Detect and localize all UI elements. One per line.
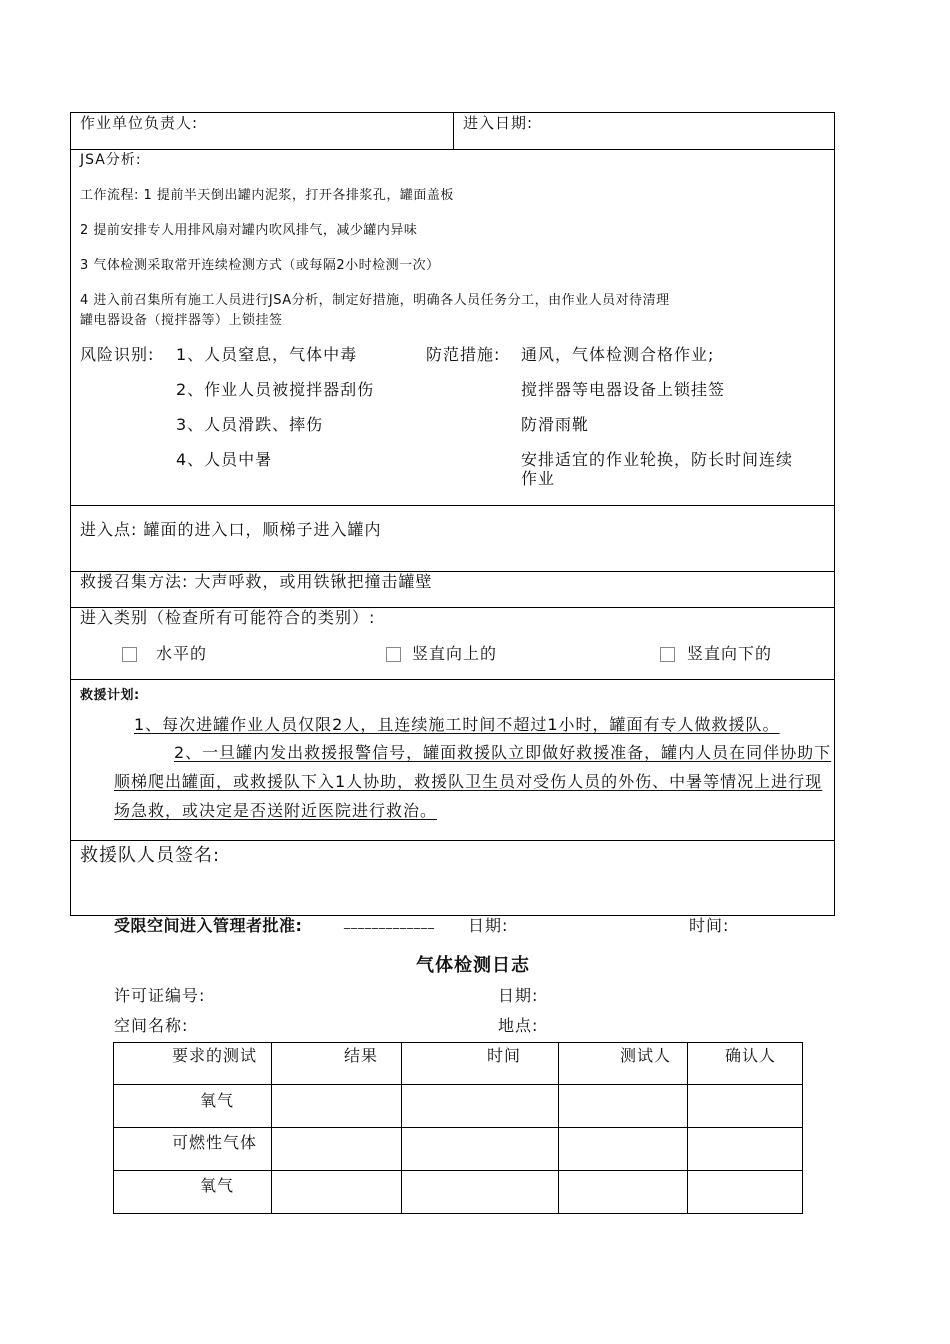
header-confirmer: 确认人 [725,1046,777,1065]
workflow-line: 工作流程: 1 提前半天倒出罐内泥浆，打开各排浆孔，罐面盖板 [80,188,454,203]
gas-log-title: 气体检测日志 [416,955,530,976]
rescue-plan-line: 场急救，或决定是否送附近医院进行救治。 [114,801,438,820]
workflow-line: 2 提前安排专人用排风扇对罐内吹风排气，减少罐内异味 [80,223,418,238]
workflow-line: 罐电器设备（搅拌器等）上锁挂签 [80,313,283,328]
approval-label: 受限空间进入管理者批准: [114,916,303,935]
measure-item: 作业 [521,469,556,488]
space-name-label: 空间名称: [114,1016,189,1035]
rescue-plan-label: 救援计划: [80,688,140,703]
header-required-test: 要求的测试 [172,1046,258,1065]
checkbox-vertical-down[interactable] [660,647,675,662]
measure-item: 防滑雨靴 [521,415,590,434]
risk-label: 风险识别: [80,345,155,364]
table-row-test: 氧气 [200,1176,235,1195]
rescue-call-method: 救援召集方法: 大声呼救，或用铁锹把撞击罐壁 [80,572,433,591]
risk-item: 1、人员窒息，气体中毒 [176,345,358,364]
entry-category-label: 进入类别（检查所有可能符合的类别）: [80,608,376,627]
entry-point: 进入点: 罐面的进入口，顺梯子进入罐内 [80,520,382,539]
category-vertical-up: 竖直向上的 [412,644,498,663]
permit-number-label: 许可证编号: [114,986,206,1005]
measure-item: 安排适宜的作业轮换，防长时间连续 [521,450,794,469]
prevention-label: 防范措施: [426,345,501,364]
entry-date-label: 进入日期: [463,114,534,132]
header-tester: 测试人 [620,1046,672,1065]
workflow-line: 4 进入前召集所有施工人员进行JSA分析，制定好措施，明确各人员任务分工，由作业人员对待清理 [80,293,670,308]
jsa-title: JSA分析: [80,152,142,168]
checkbox-vertical-up[interactable] [386,647,401,662]
workflow-line: 3 气体检测采取常开连续检测方式（或每隔2小时检测一次） [80,258,440,273]
measure-item: 搅拌器等电器设备上锁挂签 [521,380,726,399]
header-result: 结果 [344,1046,379,1065]
category-horizontal: 水平的 [156,644,208,663]
measure-item: 通风，气体检测合格作业; [521,345,715,364]
checkbox-horizontal[interactable] [122,647,137,662]
approval-signature-blank[interactable]: _____________ [344,915,435,929]
table-row-test: 可燃性气体 [172,1133,258,1152]
rescue-team-signature-label: 救援队人员签名: [80,845,221,866]
approval-date-label: 日期: [468,916,509,935]
risk-item: 3、人员滑跌、摔伤 [176,415,324,434]
table-row-test: 氧气 [200,1091,235,1110]
approval-time-label: 时间: [689,916,730,935]
category-vertical-down: 竖直向下的 [687,644,773,663]
risk-item: 2、作业人员被搅拌器刮伤 [176,380,375,399]
rescue-plan-line: 1、每次进罐作业人员仅限2人，且连续施工时间不超过1小时，罐面有专人做救援队。 [134,715,780,734]
unit-leader-label: 作业单位负责人: [80,114,199,132]
rescue-plan-line: 顺梯爬出罐面，或救援队下入1人协助，救援队卫生员对受伤人员的外伤、中暑等情况上进行现 [114,772,823,791]
location-label: 地点: [498,1016,539,1035]
header-time: 时间 [487,1046,522,1065]
log-date-label: 日期: [498,986,539,1005]
risk-item: 4、人员中暑 [176,450,273,469]
rescue-plan-line: 2、一旦罐内发出救援报警信号，罐面救援队立即做好救援准备，罐内人员在同伴协助下 [174,743,832,762]
